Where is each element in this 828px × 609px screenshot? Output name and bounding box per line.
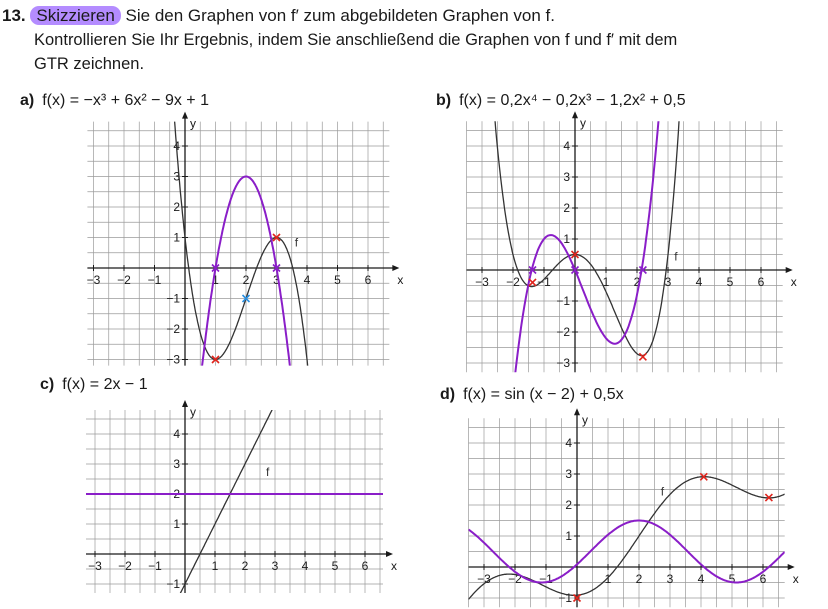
y-tick-label: 1 bbox=[173, 517, 180, 531]
graph-f-label: f bbox=[674, 249, 678, 264]
y-axis-label: y bbox=[580, 116, 586, 131]
x-tick-label: 1 bbox=[602, 275, 610, 289]
x-tick-label: 5 bbox=[728, 572, 736, 586]
x-tick-label: 1 bbox=[211, 559, 219, 573]
y-axis-label: y bbox=[190, 116, 196, 131]
y-axis-label: y bbox=[582, 413, 588, 428]
y-tick-label: 2 bbox=[563, 201, 570, 215]
y-tick-label: −3 bbox=[556, 356, 570, 370]
graph-panel-d bbox=[462, 412, 797, 604]
y-axis-arrow bbox=[574, 408, 580, 415]
extremum-marker bbox=[529, 279, 536, 286]
x-tick-label: 3 bbox=[273, 273, 280, 287]
y-tick-label: 4 bbox=[563, 139, 570, 153]
x-tick-label: 4 bbox=[301, 559, 309, 573]
y-axis-arrow bbox=[182, 400, 188, 407]
y-tick-label: −2 bbox=[166, 322, 180, 336]
x-tick-label: −2 bbox=[506, 275, 520, 289]
x-tick-label: 1 bbox=[212, 273, 219, 287]
x-tick-label: −1 bbox=[539, 572, 553, 586]
x-tick-label: −3 bbox=[475, 275, 489, 289]
x-tick-label: 2 bbox=[633, 275, 641, 289]
x-axis-arrow bbox=[386, 551, 393, 557]
y-tick-label: 3 bbox=[565, 467, 572, 481]
x-tick-label: −1 bbox=[148, 559, 162, 573]
x-tick-label: −3 bbox=[88, 559, 102, 573]
y-axis-arrow bbox=[572, 111, 578, 118]
task-a-title bbox=[20, 92, 209, 110]
x-tick-label: 5 bbox=[726, 275, 734, 289]
x-tick-label: 3 bbox=[271, 559, 279, 573]
task-b-title bbox=[436, 92, 686, 110]
y-tick-label: −1 bbox=[166, 577, 180, 591]
graph-panel-c bbox=[75, 402, 410, 602]
y-tick-label: 1 bbox=[565, 529, 572, 543]
x-tick-label: 1 bbox=[604, 572, 612, 586]
x-tick-label: 4 bbox=[697, 572, 705, 586]
x-axis-label: x bbox=[391, 559, 397, 573]
task-c-title bbox=[40, 376, 148, 394]
graph-f-label: f bbox=[266, 465, 270, 479]
x-tick-label: 2 bbox=[242, 273, 250, 287]
exercise-instruction-line2: Kontrollieren Sie Ihr Ergebnis, indem Sie anschließend die Graphen von f und f′ mit dem bbox=[34, 31, 678, 49]
y-tick-label: −1 bbox=[556, 294, 570, 308]
highlighted-verb: Skizzieren bbox=[30, 6, 120, 25]
graph-f-label: f bbox=[660, 484, 665, 499]
x-axis-arrow bbox=[392, 265, 399, 271]
y-axis-arrow bbox=[182, 112, 188, 119]
task-formula: f(x) = 2x − 1 bbox=[62, 376, 148, 393]
extremum-marker bbox=[639, 353, 646, 360]
x-tick-label: −3 bbox=[86, 273, 101, 287]
y-tick-label: −2 bbox=[556, 325, 570, 339]
task-label: d) bbox=[440, 386, 456, 403]
y-tick-label: −1 bbox=[558, 591, 572, 605]
y-tick-label: 2 bbox=[173, 200, 180, 214]
y-tick-label: 4 bbox=[173, 139, 180, 153]
y-tick-label: 3 bbox=[563, 170, 570, 184]
x-axis-label: x bbox=[790, 275, 797, 289]
x-tick-label: 3 bbox=[664, 275, 672, 289]
x-tick-label: 3 bbox=[666, 572, 674, 586]
graph-f-label: f bbox=[294, 235, 299, 250]
y-tick-label: 2 bbox=[173, 487, 180, 501]
task-d-title bbox=[440, 386, 624, 404]
x-tick-label: −2 bbox=[117, 273, 131, 287]
task-label: a) bbox=[20, 92, 35, 109]
y-axis-label: y bbox=[190, 405, 196, 419]
task-formula: f(x) = sin (x − 2) + 0,5x bbox=[463, 386, 624, 403]
x-tick-label: 2 bbox=[635, 572, 643, 586]
y-tick-label: 4 bbox=[173, 427, 180, 441]
exercise-instruction-line3: GTR zeichnen. bbox=[34, 55, 145, 73]
task-label: c) bbox=[40, 376, 55, 393]
y-tick-label: −1 bbox=[166, 291, 180, 306]
grid bbox=[87, 122, 389, 366]
graph-panel-b bbox=[465, 118, 800, 370]
x-tick-label: −2 bbox=[508, 572, 522, 586]
x-tick-label: −1 bbox=[537, 275, 551, 289]
y-tick-label: −3 bbox=[166, 352, 180, 367]
x-axis-arrow bbox=[788, 564, 795, 570]
x-tick-label: 6 bbox=[361, 559, 369, 573]
y-tick-label: 4 bbox=[565, 436, 572, 450]
y-tick-label: 1 bbox=[563, 232, 570, 246]
x-tick-label: 6 bbox=[757, 275, 765, 289]
x-tick-label: 4 bbox=[695, 275, 703, 289]
task-formula: f(x) = −x³ + 6x² − 9x + 1 bbox=[42, 92, 209, 109]
graph-panel-a bbox=[68, 118, 408, 370]
x-axis-label: x bbox=[397, 273, 404, 287]
exercise-number: 13. bbox=[2, 6, 26, 25]
exercise-instruction-line1 bbox=[2, 6, 555, 26]
x-tick-label: 4 bbox=[303, 273, 311, 287]
y-tick-label: 2 bbox=[565, 498, 572, 512]
x-tick-label: −1 bbox=[147, 273, 162, 287]
y-tick-label: 3 bbox=[173, 169, 180, 184]
x-tick-label: −2 bbox=[118, 559, 132, 573]
x-tick-label: 5 bbox=[331, 559, 339, 573]
x-tick-label: −3 bbox=[477, 572, 491, 586]
y-tick-label: 1 bbox=[173, 230, 180, 245]
x-tick-label: 6 bbox=[364, 273, 372, 287]
x-tick-label: 5 bbox=[334, 273, 341, 287]
graph-f bbox=[467, 0, 783, 356]
instruction-text: Sie den Graphen von f′ zum abgebildeten Graphen von f. bbox=[125, 6, 555, 25]
x-tick-label: 2 bbox=[241, 559, 249, 573]
x-tick-label: 6 bbox=[759, 572, 767, 586]
x-axis-arrow bbox=[786, 267, 793, 273]
task-formula: f(x) = 0,2x⁴ − 0,2x³ − 1,2x² + 0,5 bbox=[459, 92, 686, 109]
task-label: b) bbox=[436, 92, 452, 109]
y-tick-label: 3 bbox=[173, 457, 180, 471]
x-axis-label: x bbox=[792, 572, 799, 586]
